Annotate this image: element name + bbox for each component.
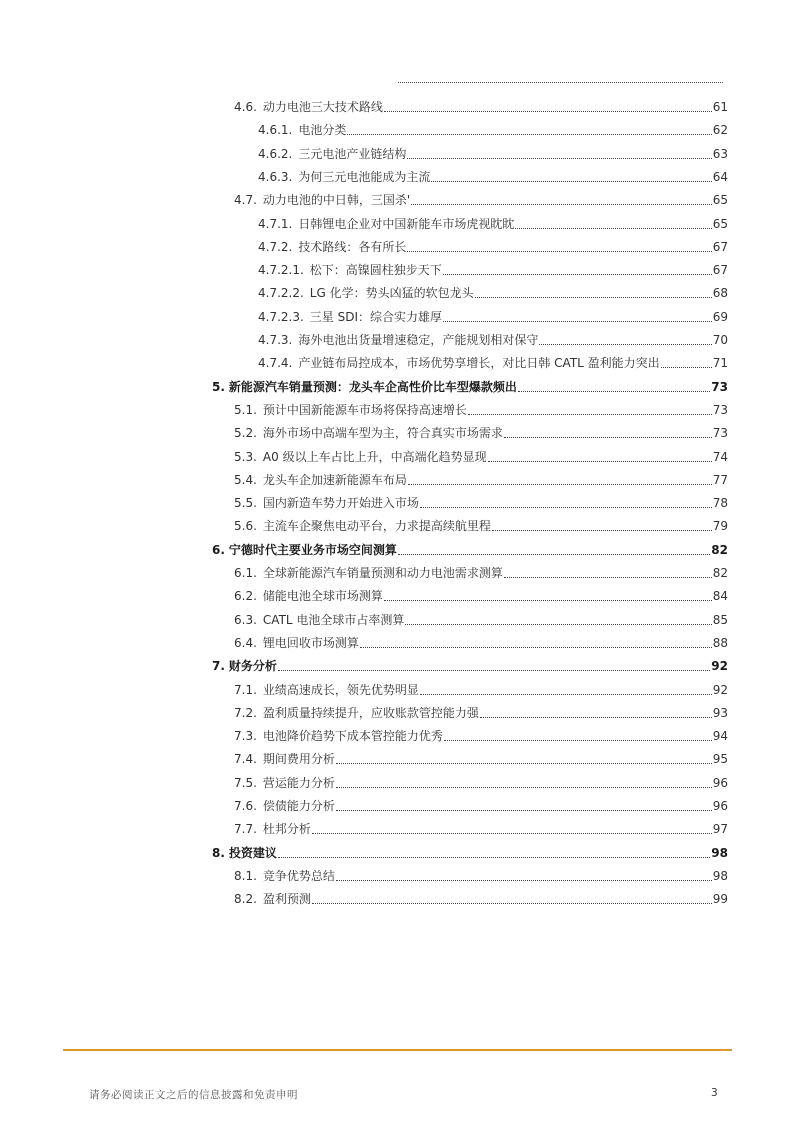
toc-entry-number: 4.7.2.3. — [258, 309, 304, 324]
toc-entry-number: 7.3. — [234, 729, 257, 744]
toc-entry-page: 98 — [711, 845, 728, 860]
toc-entry[interactable] — [234, 468, 728, 488]
toc-entry-page: 95 — [712, 752, 728, 767]
toc-entry-page: 85 — [712, 612, 728, 627]
toc-dot-leader — [539, 343, 711, 345]
toc-dot-leader — [336, 809, 712, 811]
toc-entry-title: 技术路线：各有所长 — [298, 239, 407, 254]
toc-entry[interactable] — [258, 328, 728, 348]
toc-entry[interactable] — [258, 281, 728, 301]
toc-entry[interactable] — [234, 678, 728, 698]
toc-entry-page: 92 — [711, 659, 728, 674]
toc-entry-title: 日韩锂电企业对中国新能车市场虎视眈眈 — [298, 216, 515, 231]
toc-entry-page: 94 — [712, 729, 728, 744]
toc-entry[interactable] — [212, 654, 728, 674]
toc-dot-leader — [444, 739, 712, 741]
toc-entry-title: 动力电池三大技术路线 — [262, 100, 383, 114]
toc-entry-title: 为何三元电池能成为主流 — [298, 169, 431, 184]
toc-entry-title: CATL 电池全球市占率测算 — [262, 612, 405, 627]
toc-entry-number: 6.2. — [234, 589, 257, 604]
toc-entry-page: 67 — [712, 263, 728, 278]
toc-entry[interactable] — [212, 538, 728, 558]
toc-entry-number: 4.7.1. — [258, 216, 293, 231]
toc-dot-leader — [312, 902, 712, 904]
toc-entry-number: 7.7. — [234, 822, 257, 837]
toc-entry-number: 7.1. — [234, 682, 257, 697]
toc-entry-page: 96 — [712, 799, 728, 813]
toc-entry[interactable] — [234, 421, 728, 441]
toc-entry[interactable] — [234, 561, 728, 581]
toc-entry-number: 4.7.2.1. — [258, 263, 304, 278]
toc-entry-title: 产业链布局控成本，市场优势享增长，对比日韩 CATL 盈利能力突出 — [298, 356, 660, 371]
toc-entry-page: 73 — [711, 379, 728, 394]
toc-dot-leader — [492, 529, 712, 531]
toc-entry-title: 主流车企聚焦电动平台，力求提高续航里程 — [262, 519, 491, 534]
toc-dot-leader — [278, 856, 710, 858]
toc-entry[interactable] — [212, 841, 728, 861]
toc-entry-page: 96 — [712, 775, 728, 790]
toc-entry-number: 5.5. — [234, 496, 257, 511]
toc-entry-number: 8.1. — [234, 868, 257, 883]
toc-dot-leader — [443, 320, 712, 322]
toc-dot-leader — [312, 832, 712, 834]
toc-entry[interactable] — [258, 258, 728, 278]
toc-entry[interactable] — [234, 631, 728, 651]
toc-entry[interactable] — [258, 118, 728, 138]
toc-entry-page: 71 — [712, 356, 728, 371]
toc-entry[interactable] — [234, 398, 728, 418]
toc-entry-number: 4.7. — [234, 193, 257, 208]
toc-dot-leader — [336, 762, 712, 764]
toc-entry-number: 5.1. — [234, 402, 257, 417]
toc-entry-number: 8.2. — [234, 892, 257, 907]
toc-entry-number: 4.7.2. — [258, 239, 293, 254]
toc-dot-leader — [504, 436, 712, 438]
toc-entry-number: 8. — [212, 845, 225, 860]
toc-dot-leader — [475, 296, 712, 298]
toc-dot-leader — [504, 576, 712, 578]
toc-entry[interactable] — [234, 724, 728, 744]
toc-entry-title: 宁德时代主要业务市场空间测算 — [228, 542, 397, 557]
toc-entry-title: LG 化学：势头凶猛的软包龙头 — [309, 286, 474, 301]
toc-entry[interactable] — [234, 514, 728, 534]
toc-entry-page: 64 — [712, 169, 728, 184]
toc-dot-leader — [443, 273, 712, 275]
toc-entry[interactable] — [234, 608, 728, 628]
toc-entry-page: 68 — [712, 286, 728, 301]
toc-entry-number: 7. — [212, 659, 225, 674]
toc-entry-number: 6.1. — [234, 566, 257, 580]
toc-dot-leader — [480, 716, 712, 718]
toc-entry[interactable] — [258, 351, 728, 371]
toc-dot-leader — [408, 483, 712, 485]
toc-dot-leader — [405, 623, 711, 625]
toc-entry-title: 国内新造车势力开始进入市场 — [262, 496, 419, 511]
toc-entry[interactable] — [258, 165, 728, 185]
toc-dot-leader — [407, 250, 711, 252]
toc-dot-leader — [407, 157, 711, 159]
toc-entry-title: 杜邦分析 — [262, 822, 311, 837]
toc-entry-number: 6.4. — [234, 635, 257, 650]
toc-entry-title: 动力电池的中日韩，三国杀' — [262, 193, 411, 208]
toc-entry-number: 7.5. — [234, 775, 257, 790]
toc-dot-leader — [336, 879, 712, 881]
toc-entry[interactable] — [234, 445, 728, 465]
toc-entry-number: 4.7.3. — [258, 333, 293, 347]
toc-entry[interactable] — [234, 491, 728, 511]
toc-dot-leader — [515, 227, 711, 229]
toc-dot-leader — [384, 110, 712, 112]
toc-entry-title: 盈利预测 — [262, 892, 311, 907]
toc-entry-title: 财务分析 — [228, 659, 277, 674]
toc-entry-title: 电池降价趋势下成本管控能力优秀 — [262, 729, 443, 744]
toc-dot-leader — [518, 390, 710, 392]
toc-entry[interactable] — [234, 794, 728, 814]
toc-dot-leader — [420, 693, 712, 695]
toc-entry-page: 78 — [712, 496, 728, 511]
toc-entry-page: 82 — [711, 542, 728, 557]
toc-entry-page: 61 — [712, 100, 728, 114]
toc-entry[interactable] — [234, 747, 728, 767]
toc-entry-title: 三元电池产业链结构 — [298, 146, 407, 161]
toc-entry-title: 预计中国新能源车市场将保持高速增长 — [262, 402, 467, 417]
toc-entry-number: 7.4. — [234, 752, 257, 767]
toc-entry-number: 4.6.2. — [258, 146, 293, 161]
toc-entry-title: 全球新能源汽车销量预测和动力电池需求测算 — [262, 566, 503, 580]
toc-entry[interactable] — [258, 212, 728, 232]
toc-entry-page: 67 — [712, 239, 728, 254]
toc-entry-page: 99 — [712, 892, 728, 907]
toc-entry-number: 4.7.2.2. — [258, 286, 304, 301]
toc-entry-number: 5.2. — [234, 426, 257, 441]
toc-dot-leader — [468, 413, 712, 415]
toc-entry[interactable] — [212, 375, 728, 395]
toc-entry[interactable] — [234, 864, 728, 884]
footer-divider — [63, 1049, 732, 1051]
toc-entry-number: 4.6.1. — [258, 123, 293, 138]
toc-entry-page: 82 — [712, 566, 728, 580]
toc-entry-title: 盈利质量持续提升，应收账款管控能力强 — [262, 705, 479, 720]
toc-entry[interactable] — [234, 887, 728, 907]
toc-entry-title: 松下：高镍圆柱独步天下 — [309, 263, 442, 278]
toc-entry-title: 业绩高速成长，领先优势明显 — [262, 682, 419, 697]
toc-dot-leader — [347, 133, 711, 135]
toc-entry-title: 竞争优势总结 — [262, 868, 335, 883]
toc-entry-page: 69 — [712, 309, 728, 324]
toc-entry-number: 4.6. — [234, 100, 257, 114]
toc-entry[interactable] — [234, 95, 728, 115]
toc-dot-leader — [420, 506, 712, 508]
toc-entry[interactable] — [234, 701, 728, 721]
toc-entry-page: 92 — [712, 682, 728, 697]
toc-dot-leader — [278, 669, 710, 671]
toc-entry-page: 63 — [712, 146, 728, 161]
toc-entry-number: 5.6. — [234, 519, 257, 534]
toc-entry[interactable] — [234, 771, 728, 791]
toc-entry-number: 5. — [212, 379, 225, 394]
toc-entry-title: 新能源汽车销量预测：龙头车企高性价比车型爆款频出 — [228, 379, 517, 394]
toc-dot-leader — [398, 553, 710, 555]
toc-dot-leader — [360, 646, 712, 648]
toc-entry-page: 73 — [712, 402, 728, 417]
toc-entry[interactable] — [234, 817, 728, 837]
toc-entry-number: 4.7.4. — [258, 356, 293, 371]
toc-entry-number: 7.2. — [234, 705, 257, 720]
toc-entry[interactable] — [258, 142, 728, 162]
toc-entry-title: 偿债能力分析 — [262, 799, 335, 813]
toc-dot-leader — [336, 786, 712, 788]
toc-entry[interactable] — [258, 235, 728, 255]
toc-entry-title: 电池分类 — [298, 123, 347, 138]
toc-entry-title: 龙头车企加速新能源车布局 — [262, 472, 407, 487]
toc-entry-title: 投资建议 — [228, 845, 277, 860]
toc-entry-title: 三星 SDI：综合实力雄厚 — [309, 309, 443, 324]
toc-entry-page: 65 — [712, 193, 728, 208]
toc-entry-number: 7.6. — [234, 799, 257, 813]
toc-dot-leader — [411, 203, 712, 205]
toc-entry-page: 74 — [712, 449, 728, 464]
toc-entry-number: 6. — [212, 542, 225, 557]
toc-entry[interactable] — [234, 584, 728, 604]
toc-entry-number: 5.3. — [234, 449, 257, 464]
toc-entry[interactable] — [234, 188, 728, 208]
toc-entry-number: 5.4. — [234, 472, 257, 487]
toc-entry-page: 65 — [712, 216, 728, 231]
toc-entry-page: 84 — [712, 589, 728, 604]
toc-entry-page: 97 — [712, 822, 728, 837]
toc-dot-leader — [384, 599, 712, 601]
toc-entry-page: 77 — [712, 472, 728, 487]
toc-dot-leader — [488, 460, 712, 462]
toc-entry-page: 73 — [712, 426, 728, 441]
toc-entry-title: 锂电回收市场测算 — [262, 635, 359, 650]
toc-entry-page: 79 — [712, 519, 728, 534]
toc-entry-title: 营运能力分析 — [262, 775, 335, 790]
toc-entry[interactable] — [258, 305, 728, 325]
toc-entry-title: 海外市场中高端车型为主，符合真实市场需求 — [262, 426, 503, 441]
toc-entry-page: 98 — [712, 868, 728, 883]
toc-entry-page: 93 — [712, 705, 728, 720]
footer-disclaimer: 请务必阅读正文之后的信息披露和免责申明 — [89, 1089, 298, 1101]
toc-entry-page: 62 — [712, 123, 728, 138]
toc-entry-title: 储能电池全球市场测算 — [262, 589, 383, 604]
toc-entry-number: 4.6.3. — [258, 169, 293, 184]
toc-entry-title: 海外电池出货量增速稳定，产能规划相对保守 — [298, 333, 539, 347]
toc-entry-title: 期间费用分析 — [262, 752, 335, 767]
toc-entry-number: 6.3. — [234, 612, 257, 627]
toc-dot-leader — [431, 180, 711, 182]
toc-entry-title: A0 级以上车占比上升，中高端化趋势显现 — [262, 449, 487, 464]
toc-dot-leader — [661, 366, 712, 368]
toc-entry-page: 70 — [712, 333, 728, 347]
page-number: 3 — [711, 1087, 718, 1099]
toc-entry-page: 88 — [712, 635, 728, 650]
